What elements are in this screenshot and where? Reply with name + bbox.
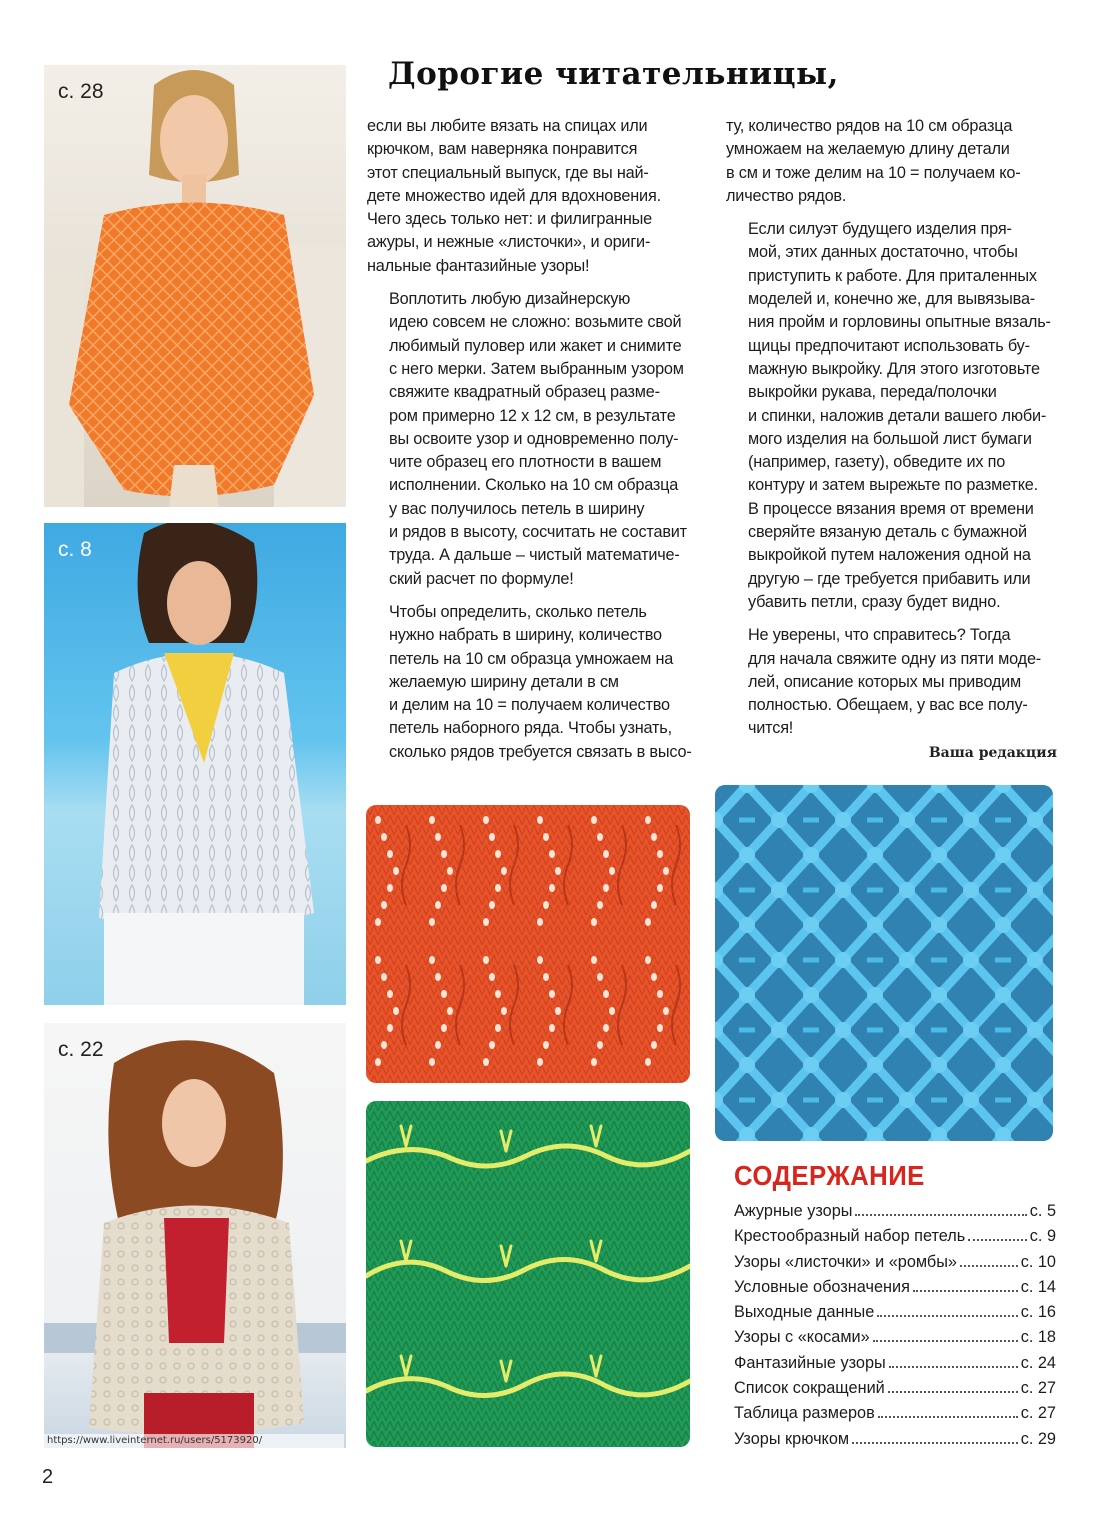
- photo-page-ref: с. 22: [58, 1038, 104, 1061]
- paragraph: [367, 288, 697, 591]
- toc-item-page: с. 16: [1020, 1303, 1056, 1322]
- toc-item: [734, 1354, 1056, 1379]
- text-column-left: [367, 115, 697, 774]
- text-column-right: [726, 115, 1058, 751]
- toc-leader-dots: [873, 1340, 1018, 1342]
- text-line: Чего здесь только нет: и филигранные: [367, 210, 653, 229]
- text-line: и рядов в высоту, сосчитать не составит: [389, 523, 687, 542]
- text-line: ту, количество рядов на 10 см образца: [726, 117, 1013, 135]
- toc-item: [734, 1430, 1056, 1455]
- paragraph: [726, 624, 1058, 740]
- text-line: щицы предпочитают использовать бу-: [748, 336, 1030, 355]
- toc-item-title: Таблица размеров: [734, 1404, 875, 1423]
- toc-item: [734, 1278, 1056, 1303]
- text-line: труда. А дальше – чистый математиче-: [389, 546, 680, 565]
- toc-item: [734, 1379, 1056, 1404]
- text-line: свяжите квадратный образец разме-: [389, 383, 660, 402]
- text-line: если вы любите вязать на спицах или: [367, 117, 648, 135]
- text-line: идею совсем не сложно: возьмите свой: [389, 313, 682, 332]
- text-line: другую – где требуется прибавить или: [748, 569, 1031, 588]
- toc-item: [734, 1303, 1056, 1328]
- toc-item-title: Условные обозначения: [734, 1277, 910, 1296]
- toc-leader-dots: [968, 1239, 1026, 1241]
- text-line: полностью. Обещаем, у вас все полу-: [748, 696, 1028, 715]
- photo-beige-cardigan: [44, 1023, 346, 1448]
- text-line: крючком, вам наверняка понравится: [367, 140, 638, 159]
- toc-item-title: Выходные данные: [734, 1303, 875, 1322]
- toc-item: [734, 1253, 1056, 1278]
- toc-item-page: с. 18: [1020, 1328, 1056, 1347]
- text-line: и спинки, наложив детали вашего люби-: [748, 406, 1047, 425]
- photo-page-ref: с. 28: [58, 80, 104, 103]
- toc-item-title: Узоры крючком: [734, 1429, 850, 1448]
- photo-orange-poncho: [44, 65, 346, 507]
- text-line: лей, описание которых мы приводим: [748, 672, 1022, 691]
- text-line: исполнении. Сколько на 10 см образца: [389, 476, 679, 495]
- text-line: ния пройм и горловины опытные вязаль-: [748, 313, 1051, 332]
- toc-item-page: с. 9: [1029, 1227, 1056, 1246]
- text-line: ский расчет по формуле!: [389, 569, 574, 588]
- text-line: мого изделия на большой лист бумаги: [748, 429, 1032, 448]
- text-line: умножаем на желаемую длину детали: [726, 140, 1010, 159]
- toc-leader-dots: [852, 1442, 1018, 1444]
- toc-item: [734, 1404, 1056, 1429]
- text-line: в см и тоже делим на 10 = получаем ко-: [726, 163, 1021, 182]
- paragraph: [367, 115, 697, 278]
- toc-item-title: Крестообразный набор петель: [734, 1227, 966, 1246]
- green-yellow-swatch: [366, 1101, 690, 1447]
- toc-leader-dots: [855, 1214, 1026, 1216]
- table-of-contents: [734, 1202, 1056, 1455]
- text-line: нальные фантазийные узоры!: [367, 256, 590, 275]
- text-line: дете множество идей для вдохновения.: [367, 186, 661, 205]
- text-line: нужно набрать в ширину, количество: [389, 626, 662, 645]
- toc-item: [734, 1227, 1056, 1252]
- toc-item-page: с. 29: [1020, 1429, 1056, 1448]
- text-line: ром примерно 12 х 12 см, в результате: [389, 406, 676, 425]
- text-line: петель наборного ряда. Чтобы узнать,: [389, 719, 672, 738]
- toc-item-page: с. 10: [1020, 1252, 1056, 1271]
- toc-item-title: Фантазийные узоры: [734, 1353, 886, 1372]
- text-line: убавить петли, сразу будет видно.: [748, 592, 1001, 611]
- text-line: желаемую ширину детали в см: [389, 672, 619, 691]
- photo-white-pullover: [44, 523, 346, 1005]
- toc-item-page: с. 27: [1020, 1379, 1056, 1398]
- text-line: выкройкой путем наложения одной на: [748, 546, 1031, 565]
- toc-item: [734, 1328, 1056, 1353]
- toc-leader-dots: [889, 1366, 1018, 1368]
- text-line: для начала свяжите одну из пяти моде-: [748, 649, 1042, 668]
- page-number: 2: [42, 1466, 54, 1488]
- text-line: (например, газету), обведите их по: [748, 453, 1006, 472]
- text-line: мой, этих данных достаточно, чтобы: [748, 243, 1018, 262]
- toc-item-page: с. 27: [1020, 1404, 1056, 1423]
- toc-leader-dots: [888, 1391, 1018, 1393]
- page-title: Дорогие читательницы,: [388, 56, 839, 92]
- watermark-url: https://www.liveinternet.ru/users/5173920/: [44, 1434, 344, 1448]
- text-line: сколько рядов требуется связать в высо-: [389, 742, 692, 761]
- paragraph: [726, 218, 1058, 614]
- toc-leader-dots: [960, 1265, 1018, 1267]
- text-line: Не уверены, что справитесь? Тогда: [748, 626, 1011, 645]
- text-line: Чтобы определить, сколько петель: [389, 602, 647, 621]
- text-line: с него мерки. Затем выбранным узором: [389, 359, 684, 378]
- toc-item-page: с. 14: [1020, 1277, 1056, 1296]
- text-line: моделей и, конечно же, для вывязыва-: [748, 290, 1036, 309]
- text-line: выкройки рукава, переда/полочки: [748, 383, 997, 402]
- text-line: Если силуэт будущего изделия пря-: [748, 220, 1012, 239]
- text-line: Воплотить любую дизайнерскую: [389, 290, 631, 309]
- toc-item-title: Ажурные узоры: [734, 1202, 853, 1220]
- toc-item-title: Список сокращений: [734, 1379, 885, 1398]
- text-line: контуру и затем вырежьте по разметке.: [748, 476, 1038, 495]
- text-line: ажуры, и нежные «листочки», и ориги-: [367, 233, 651, 252]
- toc-item-title: Узоры «листочки» и «ромбы»: [734, 1252, 957, 1271]
- text-line: В процессе вязания время от времени: [748, 499, 1034, 518]
- toc-leader-dots: [913, 1290, 1018, 1292]
- text-line: чите образец его плотности в вашем: [389, 453, 662, 472]
- paragraph: [367, 601, 697, 764]
- text-line: чится!: [748, 719, 794, 738]
- toc-item-title: Узоры с «косами»: [734, 1328, 870, 1347]
- orange-lace-swatch: [366, 805, 690, 1083]
- text-line: сверяйте вязаную деталь с бумажной: [748, 523, 1027, 542]
- signature: Ваша редакция: [928, 745, 1057, 761]
- paragraph: [726, 115, 1058, 208]
- text-line: приступить к работе. Для приталенных: [748, 266, 1037, 285]
- toc-item: [734, 1202, 1056, 1227]
- toc-leader-dots: [878, 1416, 1018, 1418]
- text-line: любимый пуловер или жакет и снимите: [389, 336, 682, 355]
- blue-crochet-swatch: [715, 785, 1053, 1141]
- text-line: этот специальный выпуск, где вы най-: [367, 163, 649, 182]
- toc-heading: СОДЕРЖАНИЕ: [734, 1160, 925, 1191]
- toc-item-page: с. 5: [1029, 1202, 1056, 1220]
- photo-page-ref: с. 8: [58, 538, 92, 561]
- text-line: и делим на 10 = получаем количество: [389, 696, 670, 715]
- text-line: вы освоите узор и одновременно полу-: [389, 429, 679, 448]
- toc-item-page: с. 24: [1020, 1353, 1056, 1372]
- text-line: личество рядов.: [726, 186, 847, 205]
- toc-leader-dots: [877, 1315, 1017, 1317]
- text-line: мажную выкройку. Для этого изготовьте: [748, 359, 1040, 378]
- text-line: петель на 10 см образца умножаем на: [389, 649, 674, 668]
- text-line: у вас получилось петель в ширину: [389, 499, 645, 518]
